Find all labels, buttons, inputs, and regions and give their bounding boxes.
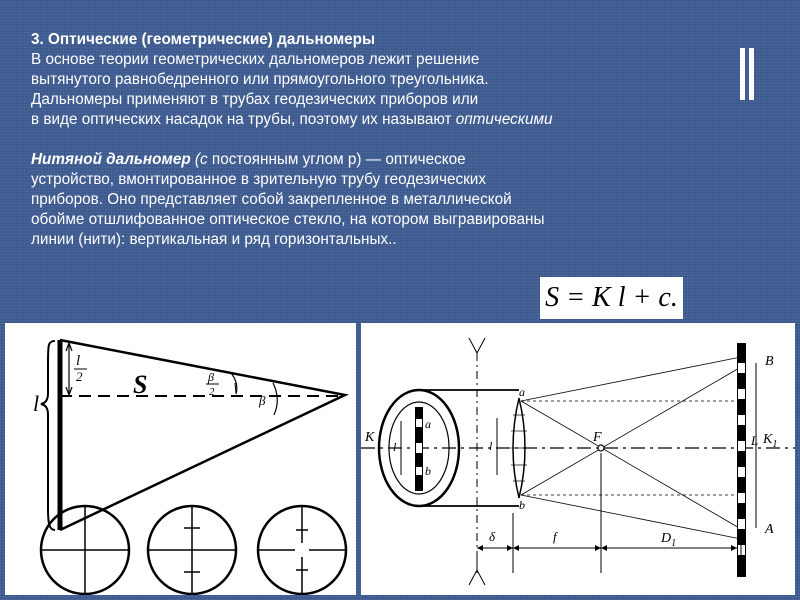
label-a-inner: a: [425, 417, 431, 431]
label-F: F: [593, 430, 602, 445]
label-K: K: [365, 430, 375, 445]
reticle-view-3: [258, 506, 346, 594]
label-B: B: [765, 354, 774, 369]
rangefinder-diagram: [361, 323, 795, 595]
label-b-lens: b: [519, 498, 525, 512]
label-K1-main: K: [763, 432, 773, 447]
definition-line: обойме отшлифованное оптическое стекло, на котором выгравированы: [31, 211, 545, 228]
label-beta: β: [259, 393, 266, 408]
half-beta-den: 2: [209, 386, 215, 398]
label-f: f: [553, 529, 557, 544]
label-D1: [660, 531, 676, 549]
intro-line: В основе теории геометрических дальномеров лежит решение: [31, 51, 480, 68]
paren-c: (с: [190, 151, 208, 168]
half-l-num: l: [76, 353, 81, 369]
definition-line: устройство, вмонтированное в зрительную трубу геодезических: [31, 171, 486, 188]
stadia-triangle-figure: [5, 323, 356, 595]
label-b-inner: b: [425, 464, 431, 478]
intro-line: вытянутого равнобедренного или прямоугольного треугольника.: [31, 71, 489, 88]
triangle-diagram: [5, 323, 356, 595]
decor-bar-right: [749, 48, 754, 100]
stadia-term: Нитяной дальномер: [31, 151, 191, 168]
intro-line: Дальномеры применяют в трубах геодезических приборов или: [31, 91, 479, 108]
label-L: L: [751, 433, 759, 448]
decor-bar-left: [740, 48, 745, 100]
slide-title: 3. Оптические (геометрические) дальномеры: [31, 31, 376, 48]
label-A: A: [765, 522, 774, 537]
label-l: l: [33, 391, 40, 416]
intro-line: [31, 110, 731, 130]
optical-term: оптическими: [455, 111, 553, 128]
label-K1: [762, 432, 777, 450]
definition-text: постоянным углом р) — оптическое: [207, 151, 466, 168]
label-a-lens: a: [519, 385, 525, 399]
optical-scheme-figure: [361, 323, 795, 595]
intro-text: в виде оптических насадок на трубы, поэтому их называют: [31, 111, 456, 128]
label-l-lens: l: [489, 439, 493, 453]
label-l-inner: l: [393, 440, 397, 454]
reticle-view-2: [148, 506, 236, 594]
label-D1-sub: 1: [671, 538, 677, 549]
label-K1-sub: 1: [772, 439, 778, 450]
half-beta-num: β: [208, 370, 214, 384]
reticle-view-1: [41, 506, 129, 594]
stadia-formula: S = K l + c.: [540, 277, 683, 319]
definition-line: приборов. Оно представляет собой закрепленное в металлической: [31, 191, 512, 208]
label-S: S: [133, 370, 148, 399]
label-delta: δ: [489, 529, 496, 544]
definition-line: [31, 150, 731, 170]
slide-text: [31, 30, 731, 250]
definition-line: линии (нити): вертикальная и ряд горизонтальных..: [31, 231, 397, 248]
label-D1-main: D: [661, 531, 672, 546]
half-l-den: 2: [76, 369, 83, 384]
